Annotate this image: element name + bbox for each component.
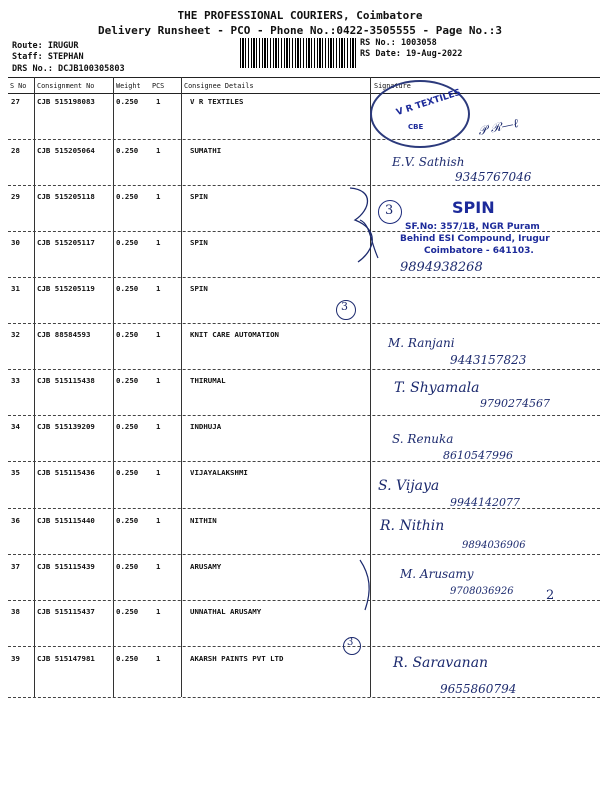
handwritten-phone: 9894036906	[462, 540, 526, 551]
row-sno: 29	[11, 192, 20, 201]
vr-textiles-stamp-text: V R TEXTILES	[395, 87, 463, 119]
spin-stamp-line2: Behind ESI Compound, Irugur	[400, 234, 550, 244]
row-separator	[8, 369, 600, 370]
handwritten-number: 2	[546, 588, 555, 603]
handwritten-number: 3	[347, 637, 354, 648]
handwritten-phone: 9790274567	[480, 397, 550, 410]
row-separator	[8, 277, 600, 278]
row-weight: 0.250	[116, 330, 139, 339]
row-weight: 0.250	[116, 562, 139, 571]
staff-label: Staff: STEPHAN	[12, 52, 84, 62]
handwritten-name: S. Vijaya	[378, 478, 440, 494]
row-pcs: 1	[156, 422, 161, 431]
row-consignment: CJB 515115437	[37, 607, 95, 616]
row-sno: 31	[11, 284, 20, 293]
handwritten-name: M. Arusamy	[400, 567, 474, 581]
row-weight: 0.250	[116, 654, 139, 663]
handwritten-phone: 9944142077	[450, 496, 520, 509]
row-weight: 0.250	[116, 516, 139, 525]
row-consignment: CJB 88584593	[37, 330, 91, 339]
row-sno: 30	[11, 238, 20, 247]
row-weight: 0.250	[116, 284, 139, 293]
row-separator	[8, 697, 600, 698]
row-pcs: 1	[156, 607, 161, 616]
row-consignee: SPIN	[190, 238, 208, 247]
row-consignment: CJB 515139209	[37, 422, 95, 431]
row-consignment: CJB 515198083	[37, 97, 95, 106]
row-consignee: SUMATHI	[190, 146, 222, 155]
row-separator	[8, 323, 600, 324]
row-sno: 37	[11, 562, 20, 571]
handwritten-name: M. Ranjani	[388, 336, 455, 350]
column-divider	[181, 77, 182, 697]
row-consignment: CJB 515115439	[37, 562, 95, 571]
table-top-rule	[8, 77, 600, 78]
row-sno: 35	[11, 468, 20, 477]
row-consignment: CJB 515205064	[37, 146, 95, 155]
handwritten-phone: 8610547996	[443, 449, 513, 462]
row-weight: 0.250	[116, 607, 139, 616]
row-pcs: 1	[156, 238, 161, 247]
row-pcs: 1	[156, 97, 161, 106]
vr-textiles-stamp-city: CBE	[408, 123, 424, 131]
row-sno: 34	[11, 422, 20, 431]
spin-stamp-title: SPIN	[452, 198, 495, 217]
route-label: Route: IRUGUR	[12, 41, 79, 51]
row-consignee: ARUSAMY	[190, 562, 222, 571]
row-consignee: UNNATHAL ARUSAMY	[190, 607, 262, 616]
handwritten-name: R. Saravanan	[393, 655, 489, 671]
row-separator	[8, 139, 600, 140]
rs-date: RS Date: 19-Aug-2022	[360, 49, 463, 59]
col-header-consignee: Consignee Details	[184, 82, 254, 90]
row-pcs: 1	[156, 330, 161, 339]
col-header-pcs: PCS	[152, 82, 165, 90]
spin-stamp-line1: SF.No: 357/1B, NGR Puram	[405, 222, 540, 232]
table-header-rule	[8, 93, 600, 94]
handwritten-number: 3	[341, 300, 348, 313]
row-consignee: AKARSH PAINTS PVT LTD	[190, 654, 284, 663]
row-weight: 0.250	[116, 468, 139, 477]
row-weight: 0.250	[116, 97, 139, 106]
handwritten-name: S. Renuka	[392, 432, 454, 446]
handwritten-phone: 9894938268	[400, 260, 483, 275]
row-separator	[8, 554, 600, 555]
row-consignment: CJB 515147981	[37, 654, 95, 663]
handwritten-name: R. Nithin	[380, 518, 445, 534]
row-pcs: 1	[156, 468, 161, 477]
row-consignee: NITHIN	[190, 516, 217, 525]
handwritten-phone: 9655860794	[440, 682, 517, 696]
row-consignee: V R TEXTILES	[190, 97, 244, 106]
row-separator	[8, 415, 600, 416]
row-weight: 0.250	[116, 422, 139, 431]
row-consignment: CJB 515205118	[37, 192, 95, 201]
handwritten-phone: 9443157823	[450, 353, 527, 367]
row-consignee: SPIN	[190, 284, 208, 293]
row-sno: 27	[11, 97, 20, 106]
rs-number: RS No.: 1003058	[360, 38, 437, 48]
row-sno: 33	[11, 376, 20, 385]
row-consignment: CJB 515115438	[37, 376, 95, 385]
handwritten-name: E.V. Sathish	[392, 155, 465, 169]
row-pcs: 1	[156, 654, 161, 663]
row-pcs: 1	[156, 376, 161, 385]
row-separator	[8, 646, 600, 647]
col-header-sno: S No	[10, 82, 27, 90]
handwritten-phone: 9708036926	[450, 586, 514, 597]
row-sno: 32	[11, 330, 20, 339]
column-divider	[113, 77, 114, 697]
barcode-image	[240, 38, 356, 68]
runsheet-subtitle: Delivery Runsheet - PCO - Phone No.:0422-3505555 - Page No.:3	[98, 24, 502, 37]
col-header-weight: Weight	[116, 82, 141, 90]
row-separator	[8, 185, 600, 186]
row-weight: 0.250	[116, 146, 139, 155]
col-header-signature: Signature	[374, 82, 411, 90]
row-weight: 0.250	[116, 238, 139, 247]
row-pcs: 1	[156, 192, 161, 201]
row-consignee: THIRUMAL	[190, 376, 226, 385]
handwritten-name: T. Shyamala	[394, 380, 480, 396]
row-consignment: CJB 515205117	[37, 238, 95, 247]
row-weight: 0.250	[116, 192, 139, 201]
row-separator	[8, 600, 600, 601]
handwritten-signature: 𝒫 ℛ—ℓ	[476, 115, 520, 139]
handwritten-number: 3	[385, 203, 394, 218]
handwritten-phone: 9345767046	[455, 170, 532, 184]
drs-number: DRS No.: DCJB100305803	[12, 64, 125, 74]
row-sno: 36	[11, 516, 20, 525]
row-consignee: VIJAYALAKSHMI	[190, 468, 248, 477]
row-pcs: 1	[156, 516, 161, 525]
handwritten-brace-strokes	[330, 180, 390, 660]
column-divider	[34, 77, 35, 697]
col-header-consignment: Consignment No	[37, 82, 95, 90]
row-consignee: KNIT CARE AUTOMATION	[190, 330, 279, 339]
row-sno: 38	[11, 607, 20, 616]
spin-stamp-line3: Coimbatore - 641103.	[424, 246, 534, 256]
row-consignment: CJB 515115436	[37, 468, 95, 477]
row-pcs: 1	[156, 562, 161, 571]
row-sno: 39	[11, 654, 20, 663]
row-pcs: 1	[156, 284, 161, 293]
row-consignee: SPIN	[190, 192, 208, 201]
company-title: THE PROFESSIONAL COURIERS, Coimbatore	[177, 9, 423, 22]
row-consignee: INDHUJA	[190, 422, 222, 431]
row-sno: 28	[11, 146, 20, 155]
row-consignment: CJB 515205119	[37, 284, 95, 293]
row-pcs: 1	[156, 146, 161, 155]
row-weight: 0.250	[116, 376, 139, 385]
row-consignment: CJB 515115440	[37, 516, 95, 525]
